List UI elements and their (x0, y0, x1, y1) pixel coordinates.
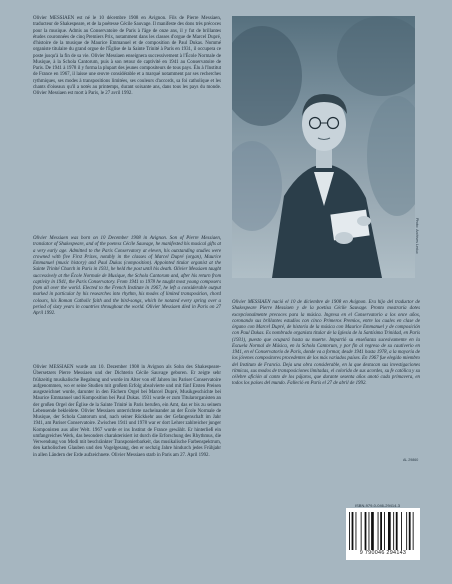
isbn-label: ISBN-979-0-046-29414-3 (355, 503, 400, 508)
portrait-illustration (232, 16, 415, 278)
biography-french: Olivier MESSIAEN est né le 10 décembre 1908 en Avignon. Fils de Pierre Messiaen, traducteur de Shakespeare, et de la poétesse Cécile Sauvage. Il manifeste des dons très précoces pour la musique. Admis au Conservatoire de Paris à l'âge de onze ans, il y fut de brillantes études couronnées de cinq Premiers Prix, notamment dans les classes d'orgue de Marcel Dupré, d'histoire de la musique de Maurice Emmanuel et de composition de Paul Dukas. Nommé organiste titulaire du grand orgue de l'Église de la Sainte Trinité à Paris en 1931, il occupera ce poste jusqu'à la fin de sa vie. Olivier Messiaen enseignera successivement à l'École Normale de Musique, à la Schola Cantorum, puis à son retour de captivité en 1941 au Conservatoire de Paris. De 1941 à 1978 il y forma la plupart des jeunes compositeurs de tous pays. Élu à l'Institut de France en 1967, il laisse une œuvre considérable et a marqué notamment par ses recherches rythmiques, ses modes à transpositions limitées, ses couleurs d'accords, sa foi catholique et les chants d'oiseaux qu'il a notés au printemps, durant soixante ans, dans tous les pays du monde. Olivier Messiaen est mort à Paris, le 27 avril 1992. (33, 16, 221, 96)
biography-german: Olivier MESSIAEN wurde am 10. Dezember 1908 in Avignon als Sohn des Shakespeare-Übersetzers Pierre Messiaen und der Dichterin Cécile Sauvage geboren. Er zeigte sehr frühzeitig musikalische Begabung und wurde im Alter von elf Jahren ins Pariser Conservatoire aufgenommen, wo er seine Studien mit großem Erfolg absolvierte und mit fünf Ersten Preisen ausgezeichnet wurde, darunter in den Fächern Orgel bei Marcel Dupré, Musikgeschichte bei Maurice Emmanuel und Komposition bei Paul Dukas. 1931 wurde er zum Titularorganisten an der großen Orgel der Église de la Sainte Trinité in Paris berufen, ein Amt, das er bis zu seinem Lebensende bekleidete. Olivier Messiaen unterrichtete nacheinander an der École Normale de Musique, der Schola Cantorum und, nach seiner Rückkehr aus der Gefangenschaft im Jahr 1941, am Pariser Conservatoire. Zwischen 1941 und 1978 war er dort Lehrer zahlreicher junger Komponisten aus aller Welt. 1967 wurde er ins Institut de France gewählt. Er hinterließ ein umfangreiches Werk, das besonders charakterisiert ist durch die Erforschung des Rhythmus, die Verwendung von Modi mit beschränkter Transponierbarkeit, das musikalische Farbenspektrum, den katholischen Glauben und den Vogelgesang, den er sechzig Jahre hindurch jedes Frühjahr in allen Ländern der Erde aufzeichnete. Olivier Messiaen starb in Paris am 27. April 1992. (33, 365, 221, 458)
catalog-code: AL 29860 (403, 458, 419, 462)
photo-credit: Photo: Archives Leduc (415, 218, 419, 254)
barcode-digits: 9 790046 294143 (359, 550, 407, 556)
barcode (346, 508, 420, 560)
biography-spanish: Olivier MESSIAEN nació el 10 de diciembre de 1908 en Avignon. Era hijo del traductor de Shakespeare Pierre Messiaen y de la poetisa Cécile Sauvage. Pronto mostraría dotes excepcionalmente precoces para la música. Ingresa en el Conservatorio a los once años, coronando sus brillantes estudios con cinco Primeros Premios, entre los cuales en clase de órgano con Marcel Dupré, de historia de la música con Maurice Emmanuel y de composición con Paul Dukas. Es nombrado organista titular de la Iglesia de la Santísima Trinidad, en París (1931), puesto que ocupará hasta su muerte. Impartió su enseñanza sucesivamente en la Escuela Normal de Música, en la Schola Cantorum, y por fin al regreso de su cautiverio en 1941, en el Conservatorio de París, donde va a formar, desde 1941 hasta 1978, a la mayoría de los jóvenes compositores procedentes de los más variados países. En 1967 fue elegido miembro del Instituto de Francia. Deja una obra considerable, en la que destacan sus investigaciones rítmicas, sus modos de transposiciones limitadas, el colorido de sus acordes, su fe católica y su célebre afición al canto de los pájaros, que durante sesenta años anotó cada primavera, en todos los países del mundo. Falleció en París el 27 de abril de 1992. (232, 300, 420, 387)
ean-barcode-icon (349, 512, 417, 550)
composer-portrait-photo (232, 16, 415, 278)
biography-english: Olivier Messiaen was born on 10 December 1908 in Avignon. Son of Pierre Messiaen, translator of Shakespeare, and of the poetess Cécile Sauvage, he manifested his musical gifts at a very early age. Admitted to the Paris Conservatory at eleven, his outstanding studies were crowned with five First Prizes, notably in the classes of Marcel Dupré (organ), Maurice Emmanuel (music history) and Paul Dukas (composition). Appointed titular organist at the Sainte Trinité Church in Paris in 1931, he held the post until his death. Olivier Messiaen taught successively at the École Normale de Musique, the Schola Cantorum and, after his return from captivity in 1941, the Paris Conservatory. From 1941 to 1978 he taught most young composers from all over the world. Elected to the French Institute in 1967, he left a considerable output marked in particular by his researches into rhythm, his modes of limited transposition, chord colours, his Roman Catholic faith and the bird-songs, which he notated every spring over a period of sixty years in countries throughout the world. Olivier Messiaen died in Paris on 27 April 1992. (33, 236, 221, 316)
